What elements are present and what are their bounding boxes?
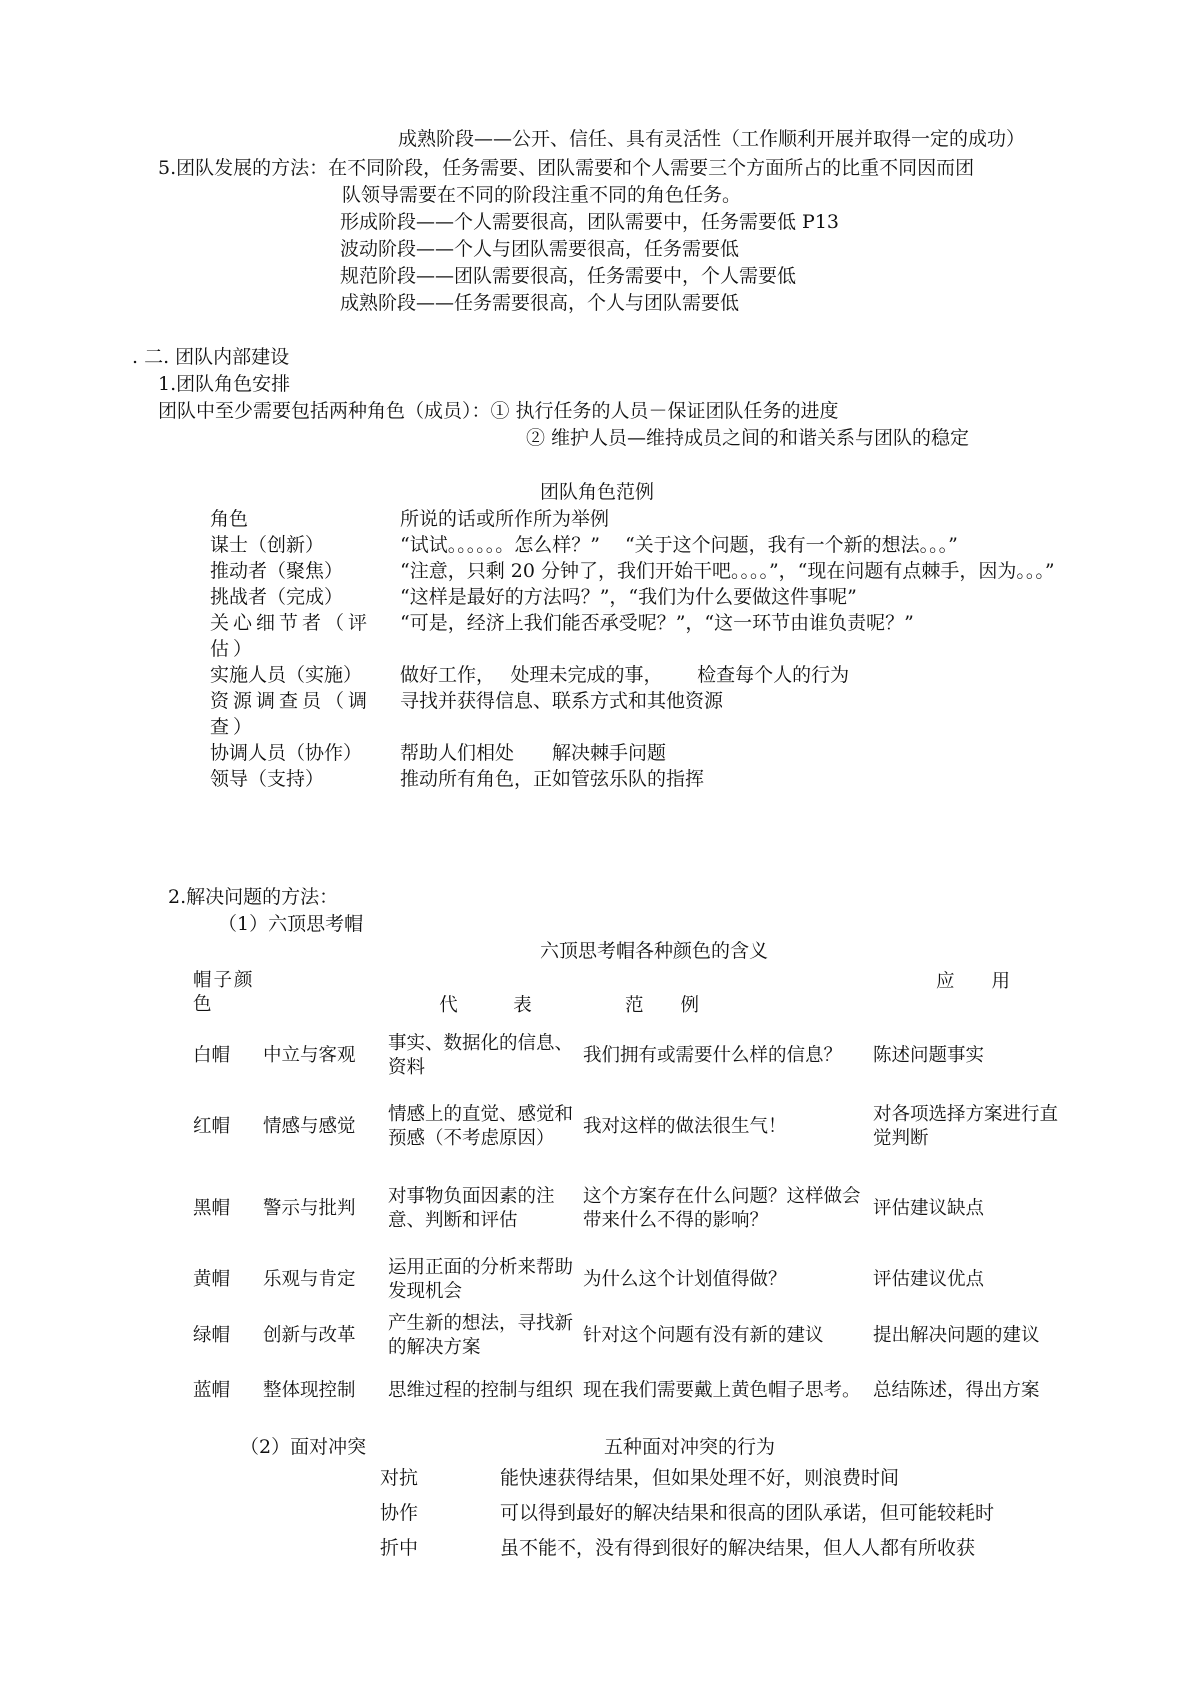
table-row [193,1308,1073,1364]
hat-color: 白帽 [193,1045,231,1066]
stage-forming: 形成阶段——个人需要很高，团队需要中，任务需要低 P13 [340,211,840,233]
hat-example: 我们拥有或需要什么样的信息？ [583,1045,843,1066]
conflict-type: 协作 [380,1502,419,1524]
conflict-desc: 虽不能不，没有得到很好的解决结果，但人人都有所收获 [500,1537,976,1559]
hat-application: 陈述问题事实 [873,1045,985,1066]
table-row [193,1364,1073,1418]
role-example: 推动所有角色，正如管弦乐队的指挥 [400,768,705,790]
stage-storming: 波动阶段——个人与团队需要很高，任务需要低 [340,238,740,260]
role-example: “这样是最好的方法吗？”，“我们为什么要做这件事呢” [400,586,857,608]
hats-header-represents: 代 表 [439,995,532,1016]
conflict-desc: 能快速获得结果，但如果处理不好，则浪费时间 [500,1467,900,1489]
table-row [210,740,1090,766]
table-row [210,662,1090,688]
table-row [193,962,1073,1024]
six-hats-subheading: （1）六顶思考帽 [218,913,364,935]
problem-solving-heading: 2.解决问题的方法： [168,886,339,908]
roles-header-role: 角色 [210,508,249,530]
table-row [193,1088,1073,1166]
table-row [193,1024,1073,1088]
table-row [193,1166,1073,1252]
table-row [210,506,1090,532]
hat-represents: 运用正面的分析来帮助发现机会 [388,1257,574,1302]
role-name: 领导（支持） [210,768,325,790]
hat-application: 总结陈述，得出方案 [873,1380,1040,1401]
hat-application: 对各项选择方案进行直觉判断 [873,1104,1059,1149]
hat-application: 提出解决问题的建议 [873,1325,1040,1346]
hat-color: 蓝帽 [193,1380,231,1401]
role-example: “试试。。。。。。怎么样？” “关于这个问题，我有一个新的想法。。。” [400,534,958,556]
hat-represents: 思维过程的控制与组织 [388,1380,574,1401]
roles-intro-line1: 团队中至少需要包括两种角色（成员）：① 执行任务的人员－保证团队任务的进度 [158,400,839,422]
hat-meaning: 乐观与肯定 [263,1269,356,1290]
table-row [193,1252,1073,1308]
role-name: 协调人员（协作） [210,742,363,764]
conflict-type: 对抗 [380,1467,419,1489]
conflict-desc: 可以得到最好的解决结果和很高的团队承诺，但可能较耗时 [500,1502,995,1524]
stage-norming: 规范阶段——团队需要很高，任务需要中，个人需要低 [340,265,797,287]
hat-example: 这个方案存在什么问题？这样做会带来什么不得的影响？ [583,1186,861,1231]
hat-meaning: 整体现控制 [263,1380,356,1401]
role-name: 谋士（创新） [210,534,325,556]
hat-meaning: 中立与客观 [263,1045,356,1066]
hats-header-example: 范 例 [625,995,700,1016]
table-row [210,584,1090,610]
role-name: 实施人员（实施） [210,664,363,686]
table-row [210,688,1090,740]
part2-sub1: 1.团队角色安排 [158,373,291,395]
hat-color: 绿帽 [193,1325,231,1346]
hat-meaning: 创新与改革 [263,1325,356,1346]
hat-represents: 产生新的想法，寻找新的解决方案 [388,1313,574,1358]
table-row [210,558,1090,584]
hat-meaning: 警示与批判 [263,1198,356,1219]
hat-color: 黄帽 [193,1269,231,1290]
role-example: 帮助人们相处 解决棘手问题 [400,742,667,764]
conflict-title: 五种面对冲突的行为 [604,1436,776,1458]
role-name: 挑战者（完成） [210,586,344,608]
conflict-subheading: （2）面对冲突 [240,1436,367,1458]
section5-line2: 队领导需要在不同的阶段注重不同的角色任务。 [342,184,742,206]
section5-line1: 5.团队发展的方法：在不同阶段，任务需要、团队需要和个人需要三个方面所占的比重不同因而团 [158,157,975,179]
hat-application: 评估建议缺点 [873,1198,985,1219]
stage-performing: 成熟阶段——任务需要很高，个人与团队需要低 [340,292,740,314]
hat-color: 黑帽 [193,1198,231,1219]
hat-color: 红帽 [193,1116,231,1137]
hats-table [193,962,1073,1418]
role-example: 做好工作， 处理未完成的事， 检查每个人的行为 [400,664,850,686]
hat-example: 为什么这个计划值得做？ [583,1269,787,1290]
hats-table-title: 六顶思考帽各种颜色的含义 [540,940,769,962]
hat-represents: 事实、数据化的信息、资料 [388,1033,574,1078]
hat-represents: 情感上的直觉、感觉和预感（不考虑原因） [388,1104,574,1149]
table-row [210,610,1090,662]
hat-meaning: 情感与感觉 [263,1116,356,1137]
hat-example: 针对这个问题有没有新的建议 [583,1325,824,1346]
hat-example: 现在我们需要戴上黄色帽子思考。 [583,1380,861,1401]
part2-heading: . 二. 团队内部建设 [132,346,290,368]
roles-header-example: 所说的话或所作所为举例 [400,508,610,530]
role-example: “可是，经济上我们能否承受呢？”，“这一环节由谁负责呢？” [400,612,914,634]
role-name: 资源调查员（调查） [210,690,372,738]
role-example: “注意，只剩 20 分钟了，我们开始干吧。。。。”，“现在问题有点棘手，因为。。。” [400,560,1055,582]
table-row [210,766,1090,792]
hat-example: 我对这样的做法很生气！ [583,1116,787,1137]
hats-header-color: 帽子颜色 [193,970,255,1015]
hats-header-application: 应 用 [935,971,1010,992]
maturity-stage-line: 成熟阶段——公开、信任、具有灵活性（工作顺利开展并取得一定的成功） [398,128,1026,150]
table-row [210,532,1090,558]
roles-intro-line2: ② 维护人员—维持成员之间的和谐关系与团队的稳定 [526,427,970,449]
role-name: 关心细节者（评估） [210,612,372,660]
hat-represents: 对事物负面因素的注意、判断和评估 [388,1186,555,1231]
role-example: 寻找并获得信息、联系方式和其他资源 [400,690,724,712]
hat-application: 评估建议优点 [873,1269,985,1290]
role-name: 推动者（聚焦） [210,560,344,582]
conflict-type: 折中 [380,1537,419,1559]
roles-table-title: 团队角色范例 [540,481,655,503]
roles-table [210,506,1090,792]
